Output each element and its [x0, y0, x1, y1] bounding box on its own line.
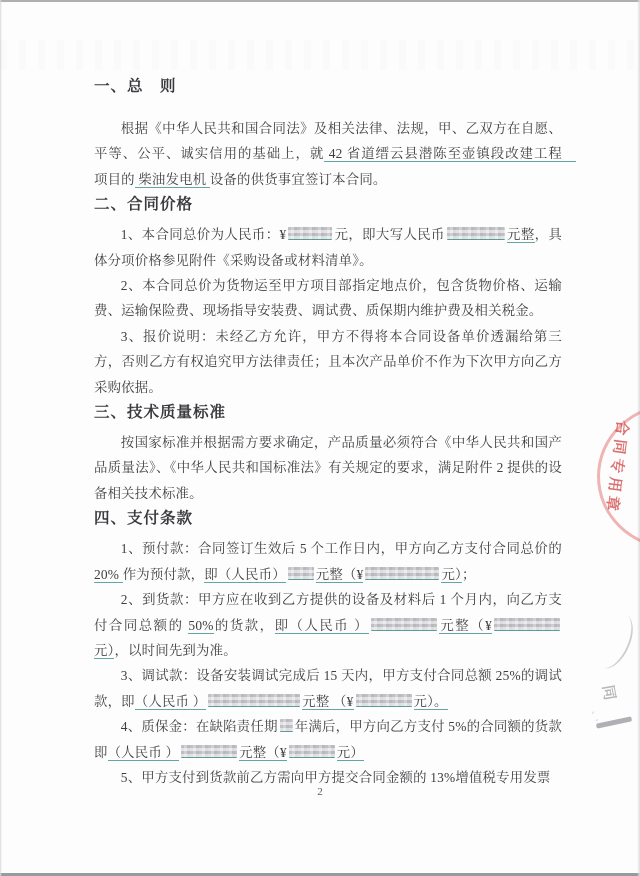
bleedthrough-mark-dots: 、, — [590, 707, 605, 723]
underlined-text: 元） — [336, 744, 364, 760]
text-run: 根据《中华人民共和国合同法》及相关法律、法规，甲、乙双方在自愿、平等、公平、诚实信用的基础上，就 — [94, 121, 562, 162]
paragraph-general — [94, 116, 576, 192]
section-heading-price: 二、合同价格 — [94, 196, 194, 214]
text-run: ，具体分项价格参见附件《采购设备或材料清单》。 — [94, 227, 562, 268]
text-run: 设备的供货事宜签订本合同。 — [209, 171, 387, 187]
text-run: 作为预付款， — [122, 566, 205, 582]
redacted-amount — [289, 745, 335, 758]
text-run: 3、调试款：设备安装调试完成后 15 天内，甲方支付合同总额 25%的调试款，即 — [94, 668, 562, 709]
underlined-equipment-name: 柴油发电机 — [134, 171, 210, 187]
paragraph-payment-3 — [94, 663, 562, 714]
redacted-value — [280, 719, 293, 732]
text-run: ，以时间先到为准。 — [114, 642, 237, 658]
section-heading-general: 一、总 则 — [94, 78, 177, 95]
scan-edge-top — [0, 0, 640, 2]
redacted-amount — [288, 567, 314, 580]
paragraph-price-2: 2、本合同总价为货物运至甲方项目部指定地点价，包含货物价格、运输费、运输保险费、现场指导安装费、调试费、质保期内维护费及相关税金。 — [94, 278, 562, 319]
seal-text: 合同专用章 — [602, 419, 630, 516]
redacted-amount — [208, 694, 300, 707]
section-heading-payment: 四、支付条款 — [94, 510, 194, 528]
underlined-text: 元整（¥ — [315, 566, 364, 582]
underlined-percent: 50% — [188, 617, 214, 633]
text-run: 项目的 — [94, 171, 135, 187]
redacted-amount — [447, 227, 505, 240]
red-seal-partial — [597, 404, 640, 549]
underlined-text: 元） — [441, 566, 462, 582]
underlined-text: 即（人民币） — [204, 566, 286, 582]
underlined-text: 即（人民币 ） — [274, 617, 370, 633]
paragraph-payment-4 — [94, 714, 562, 765]
paragraph-quality: 按国家标准并根据需方要求确定，产品质量必须符合《中华人民共和国产品质量法》、《中华人民共和国标准法》有关规定的要求，满足附件 2 提供的设备相关技术标准。 — [94, 435, 562, 501]
text-run: 年满后，甲方向乙方支付 5%的合同额的货款即 — [94, 719, 562, 760]
underlined-text: 元整（¥ — [439, 617, 493, 633]
paragraph-payment-5: 5、甲方支付到货款前乙方需向甲方提交合同金额的 13%增值税专用发票 — [120, 769, 551, 785]
text-run: 的货款， — [213, 617, 275, 633]
contract-body — [94, 76, 576, 790]
underlined-text: 元）。 — [413, 693, 448, 709]
scan-edge-left — [0, 0, 2, 876]
paragraph-price-3: 3、报价说明：未经乙方允许，甲方不得将本合同设备单价透漏给第三方，否则乙方有权追究甲方法律责任；且本次产品单价不作为下次甲方向乙方采购依据。 — [94, 328, 562, 395]
underlined-text: 元整（¥ — [239, 744, 287, 760]
redacted-amount — [365, 567, 439, 580]
underlined-text: 元） — [94, 642, 115, 658]
underlined-text: 元整 （¥ — [302, 693, 354, 709]
underlined-project-name: 42 省道缙云县潜陈至壶镇段改建工程 — [324, 146, 576, 162]
paragraph-price-1 — [94, 222, 562, 273]
underlined-text: 元整 — [506, 227, 535, 243]
text-run: 1、预付款：合同签订生效后 5 个工作日内，甲方向乙方支付合同总价的 — [120, 541, 562, 557]
redacted-amount — [356, 694, 412, 707]
redacted-amount — [181, 745, 237, 758]
paragraph-payment-1 — [94, 536, 562, 587]
text-run: 4、质保金：在缺陷责任期 — [120, 719, 278, 735]
section-heading-quality: 三、技术质量标准 — [94, 404, 227, 422]
redacted-amount — [494, 618, 560, 631]
text-run: 元，即大写人民币 — [334, 227, 445, 243]
redacted-amount — [288, 227, 332, 240]
redacted-amount — [371, 618, 437, 631]
text-run: 1、本合同总价为人民币：¥ — [120, 227, 287, 243]
text-run: ； — [461, 566, 476, 582]
paragraph-payment-2 — [94, 587, 562, 663]
bleedthrough-mark-character: 同 — [598, 683, 618, 702]
underlined-text: （人民币 ） — [134, 693, 207, 709]
text-run: 2、到货款：甲方应在收到乙方提供的设备及材料后 1 个月内，向乙方支付合同总额的 — [94, 592, 562, 633]
page-number: 2 — [317, 786, 323, 798]
underlined-percent: 20% — [94, 566, 123, 582]
bleedthrough-mark-stroke — [588, 608, 640, 674]
scan-noise-band — [0, 40, 640, 70]
underlined-text: （人民币 ） — [107, 744, 180, 760]
